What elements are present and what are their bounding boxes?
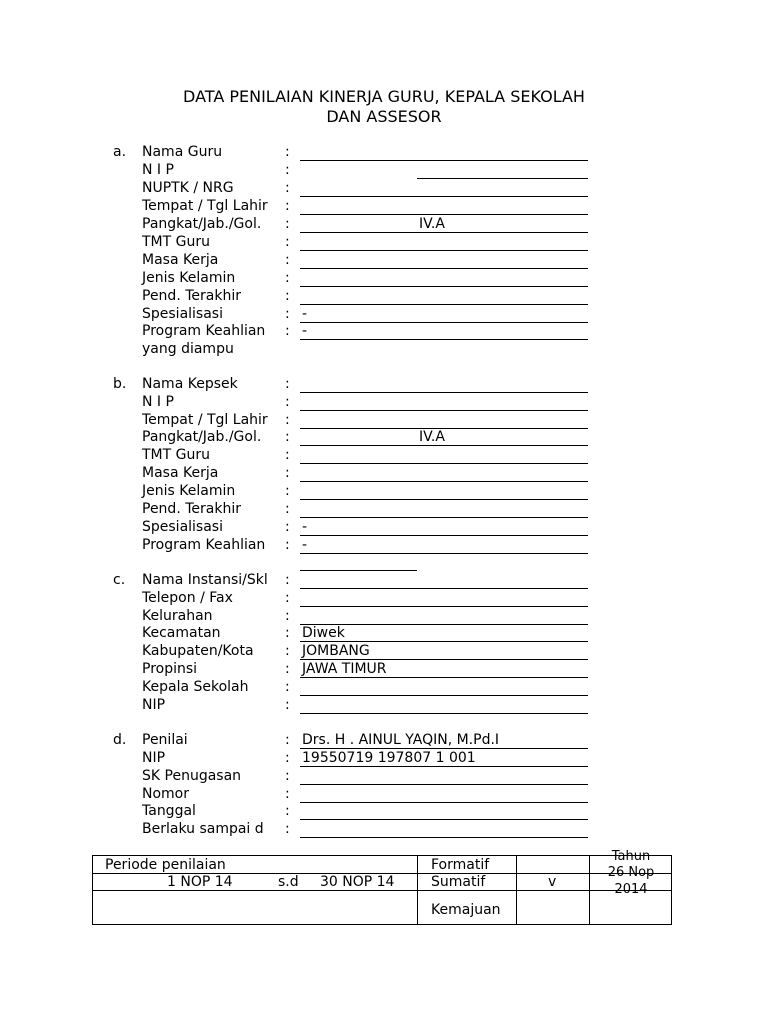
field-label: TMT Guru bbox=[142, 234, 210, 250]
field-label: Spesialisasi bbox=[142, 306, 223, 322]
field-label: Masa Kerja bbox=[142, 465, 219, 481]
colon: : bbox=[285, 590, 290, 606]
field-value: Diwek bbox=[302, 625, 345, 641]
colon: : bbox=[285, 306, 290, 322]
colon: : bbox=[285, 608, 290, 624]
field-row-propinsi bbox=[0, 660, 768, 678]
page-title: DATA PENILAIAN KINERJA GURU, KEPALA SEKOLAH bbox=[183, 87, 585, 106]
sumatif-label: Sumatif bbox=[431, 874, 486, 890]
underline bbox=[300, 713, 588, 714]
field-row-nip bbox=[0, 161, 768, 179]
underline bbox=[300, 837, 588, 838]
field-row-nuptk bbox=[0, 179, 768, 197]
field-label: Kabupaten/Kota bbox=[142, 643, 254, 659]
colon: : bbox=[285, 162, 290, 178]
field-row-nama-guru bbox=[0, 143, 768, 161]
field-label: Penilai bbox=[142, 732, 188, 748]
signing-year bbox=[593, 882, 669, 897]
colon: : bbox=[285, 572, 290, 588]
field-label-continuation: yang diampu bbox=[142, 341, 234, 357]
field-row-kelurahan bbox=[0, 607, 768, 625]
field-label: Tanggal bbox=[142, 803, 196, 819]
colon: : bbox=[285, 821, 290, 837]
field-label: Tempat / Tgl Lahir bbox=[142, 198, 268, 214]
year-label bbox=[593, 849, 669, 864]
field-row-masa-kerja bbox=[0, 464, 768, 482]
field-value: - bbox=[302, 323, 308, 339]
field-label: Nomor bbox=[142, 786, 189, 802]
field-label: Pangkat/Jab./Gol. bbox=[142, 216, 262, 232]
field-row-tanggal bbox=[0, 802, 768, 820]
field-value: JAWA TIMUR bbox=[302, 661, 387, 677]
colon: : bbox=[285, 252, 290, 268]
field-row-masa-kerja bbox=[0, 251, 768, 269]
colon: : bbox=[285, 803, 290, 819]
colon: : bbox=[285, 786, 290, 802]
field-row-tmt bbox=[0, 233, 768, 251]
field-row-instansi bbox=[0, 571, 768, 589]
field-value: - bbox=[302, 306, 308, 322]
colon: : bbox=[285, 483, 290, 499]
formatif-label: Formatif bbox=[431, 857, 490, 873]
colon: : bbox=[285, 519, 290, 535]
colon: : bbox=[285, 198, 290, 214]
field-row-nama-kepsek bbox=[0, 375, 768, 393]
colon: : bbox=[285, 180, 290, 196]
field-label: Kelurahan bbox=[142, 608, 213, 624]
colon: : bbox=[285, 429, 290, 445]
colon: : bbox=[285, 216, 290, 232]
colon: : bbox=[285, 501, 290, 517]
colon: : bbox=[285, 288, 290, 304]
field-value: - bbox=[302, 537, 308, 553]
field-row-spesialisasi bbox=[0, 518, 768, 536]
field-row-tmt bbox=[0, 446, 768, 464]
field-row-pangkat bbox=[0, 428, 768, 446]
table-column-divider bbox=[516, 856, 517, 924]
field-value: IV.A bbox=[419, 216, 445, 232]
colon: : bbox=[285, 270, 290, 286]
section-letter: b. bbox=[113, 376, 127, 392]
section-letter: d. bbox=[113, 732, 127, 748]
colon: : bbox=[285, 376, 290, 392]
field-label: Nama Instansi/Skl bbox=[142, 572, 268, 588]
colon: : bbox=[285, 768, 290, 784]
field-label: Pangkat/Jab./Gol. bbox=[142, 429, 262, 445]
period-label: Periode penilaian bbox=[105, 857, 226, 873]
field-value: 19550719 197807 1 001 bbox=[302, 750, 476, 766]
field-label: NUPTK / NRG bbox=[142, 180, 234, 196]
field-row-spesialisasi bbox=[0, 305, 768, 323]
field-label: NIP bbox=[142, 697, 166, 713]
field-row-jenis-kelamin bbox=[0, 269, 768, 287]
table-column-divider bbox=[589, 856, 590, 924]
field-row-pangkat bbox=[0, 215, 768, 233]
field-label: Propinsi bbox=[142, 661, 198, 677]
field-label: Program Keahlian bbox=[142, 537, 266, 553]
colon: : bbox=[285, 234, 290, 250]
underline bbox=[300, 339, 588, 340]
field-row-pend bbox=[0, 500, 768, 518]
colon: : bbox=[285, 323, 290, 339]
signing-date bbox=[593, 865, 669, 880]
period-sd: s.d bbox=[278, 874, 299, 890]
colon: : bbox=[285, 750, 290, 766]
colon: : bbox=[285, 697, 290, 713]
field-row-nip bbox=[0, 749, 768, 767]
colon: : bbox=[285, 412, 290, 428]
field-label: N I P bbox=[142, 394, 174, 410]
field-label: Jenis Kelamin bbox=[142, 270, 236, 286]
field-value: JOMBANG bbox=[302, 643, 370, 659]
colon: : bbox=[285, 394, 290, 410]
field-row-kabupaten bbox=[0, 642, 768, 660]
field-label: Nama Kepsek bbox=[142, 376, 238, 392]
field-row-ttl bbox=[0, 411, 768, 429]
field-label: Spesialisasi bbox=[142, 519, 223, 535]
field-label: Pend. Terakhir bbox=[142, 501, 241, 517]
page-subtitle: DAN ASSESOR bbox=[326, 107, 442, 126]
colon: : bbox=[285, 465, 290, 481]
period-end: 30 NOP 14 bbox=[320, 874, 395, 890]
field-value: IV.A bbox=[419, 429, 445, 445]
year-label-text: Tahun bbox=[611, 849, 651, 864]
field-row-ttl bbox=[0, 197, 768, 215]
kemajuan-label: Kemajuan bbox=[431, 902, 501, 918]
table-column-divider bbox=[417, 856, 418, 924]
period-table bbox=[92, 849, 672, 925]
field-label: Jenis Kelamin bbox=[142, 483, 236, 499]
field-row-kepala bbox=[0, 678, 768, 696]
field-row-sk bbox=[0, 767, 768, 785]
signing-year-text: 2014 bbox=[614, 882, 648, 897]
field-row-jenis-kelamin bbox=[0, 482, 768, 500]
field-label: SK Penugasan bbox=[142, 768, 242, 784]
field-label: Berlaku sampai d bbox=[142, 821, 264, 837]
field-row-kecamatan bbox=[0, 624, 768, 642]
sumatif-check-mark: v bbox=[548, 874, 557, 890]
field-label: Masa Kerja bbox=[142, 252, 219, 268]
field-row-nip bbox=[0, 696, 768, 714]
field-value: Drs. H . AINUL YAQIN, M.Pd.I bbox=[302, 732, 500, 748]
colon: : bbox=[285, 447, 290, 463]
underline bbox=[300, 553, 588, 554]
field-row-telepon bbox=[0, 589, 768, 607]
field-label: Nama Guru bbox=[142, 144, 223, 160]
table-row-divider bbox=[93, 890, 671, 891]
colon: : bbox=[285, 537, 290, 553]
section-letter: a. bbox=[113, 144, 127, 160]
field-label: Kepala Sekolah bbox=[142, 679, 249, 695]
colon: : bbox=[285, 643, 290, 659]
field-row-program bbox=[0, 536, 768, 554]
field-value: - bbox=[302, 519, 308, 535]
field-row-nomor bbox=[0, 785, 768, 803]
colon: : bbox=[285, 732, 290, 748]
field-row-penilai bbox=[0, 731, 768, 749]
period-start: 1 NOP 14 bbox=[167, 874, 233, 890]
field-label: Kecamatan bbox=[142, 625, 221, 641]
field-row-nip bbox=[0, 393, 768, 411]
signing-date-text: 26 Nop bbox=[607, 865, 655, 880]
field-label: NIP bbox=[142, 750, 166, 766]
colon: : bbox=[285, 661, 290, 677]
colon: : bbox=[285, 625, 290, 641]
field-label: Pend. Terakhir bbox=[142, 288, 241, 304]
section-letter: c. bbox=[113, 572, 126, 588]
colon: : bbox=[285, 144, 290, 160]
field-label: Program Keahlian bbox=[142, 323, 266, 339]
field-row-berlaku bbox=[0, 820, 768, 838]
field-label: Telepon / Fax bbox=[142, 590, 233, 606]
field-label: TMT Guru bbox=[142, 447, 210, 463]
colon: : bbox=[285, 679, 290, 695]
field-row-pend bbox=[0, 287, 768, 305]
field-row-program bbox=[0, 322, 768, 340]
field-label: N I P bbox=[142, 162, 174, 178]
field-label: Tempat / Tgl Lahir bbox=[142, 412, 268, 428]
